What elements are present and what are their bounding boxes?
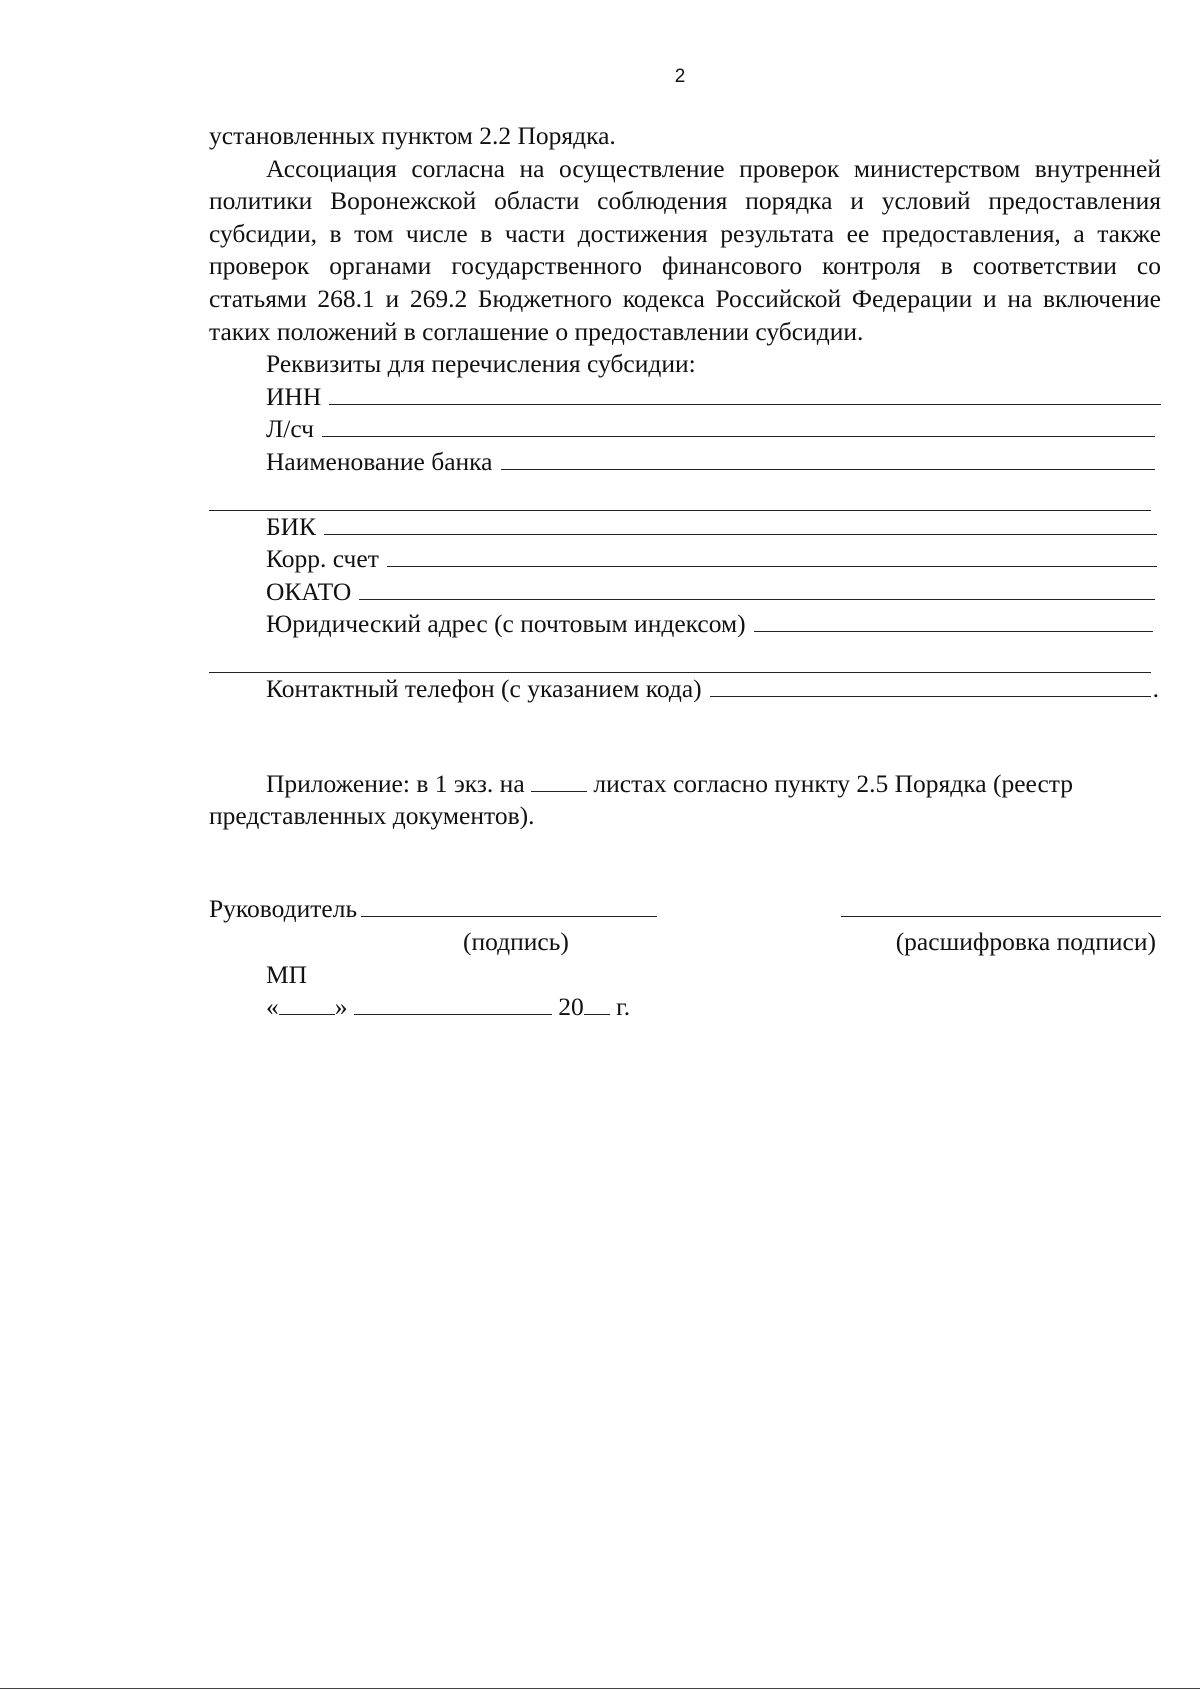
- field-account[interactable]: [209, 413, 1155, 446]
- signature-blank[interactable]: [361, 894, 657, 917]
- signature-row: [209, 893, 1161, 926]
- field-bank-name-label: Наименование банка: [266, 446, 493, 476]
- date-year-prefix: 20: [558, 992, 584, 1022]
- page-number: 2: [674, 66, 686, 87]
- field-corr-account[interactable]: [209, 543, 1157, 576]
- field-contact-phone-line[interactable]: [710, 695, 1151, 697]
- field-bik[interactable]: [209, 511, 1157, 544]
- signature-right: [841, 893, 1161, 926]
- field-okato-line[interactable]: [359, 598, 1155, 600]
- signature-decoding-blank[interactable]: [841, 894, 1161, 917]
- appendix-part2: листах согласно пункту 2.5 Порядка (реестр: [593, 768, 1073, 798]
- appendix-line: [209, 768, 1161, 801]
- signature-caption-row: [209, 926, 1161, 959]
- signature-decoding-caption: (расшифровка подписи): [895, 926, 1156, 956]
- field-corr-account-label: Корр. счет: [266, 544, 379, 574]
- appendix-sheets-blank[interactable]: [531, 769, 587, 792]
- date-year-blank[interactable]: [584, 992, 610, 1015]
- field-inn-label: ИНН: [266, 381, 322, 411]
- date-day-blank[interactable]: [279, 992, 335, 1015]
- field-okato-label: ОКАТО: [266, 576, 352, 606]
- signature-caption: (подпись): [463, 926, 569, 956]
- paragraph-continuation: установленных пунктом 2.2 Порядка.: [209, 121, 616, 150]
- field-contact-phone-end: .: [1152, 673, 1159, 703]
- document-body: [209, 120, 1161, 1024]
- date-row: [209, 991, 1161, 1024]
- head-label: Руководитель: [209, 893, 358, 923]
- field-account-label: Л/сч: [266, 414, 315, 444]
- field-okato[interactable]: [209, 576, 1155, 609]
- field-legal-address-continuation-line[interactable]: [209, 641, 1151, 673]
- date-year-suffix: г.: [616, 992, 631, 1022]
- field-inn[interactable]: [209, 381, 1161, 414]
- date-open-quote: «: [266, 992, 279, 1022]
- field-legal-address-line[interactable]: [754, 630, 1153, 632]
- appendix-line2: представленных документов).: [209, 801, 535, 831]
- field-inn-line[interactable]: [329, 403, 1161, 405]
- field-bank-name-continuation-line[interactable]: [209, 479, 1151, 511]
- field-legal-address[interactable]: [209, 608, 1153, 641]
- field-corr-account-line[interactable]: [387, 565, 1157, 567]
- field-account-line[interactable]: [322, 435, 1155, 437]
- field-bank-name[interactable]: [209, 446, 1155, 479]
- field-bank-name-line[interactable]: [501, 468, 1156, 470]
- field-legal-address-label: Юридический адрес (с почтовым индексом): [266, 609, 746, 639]
- date-month-blank[interactable]: [354, 992, 552, 1015]
- requisites-heading: Реквизиты для перечисления субсидии:: [266, 349, 696, 379]
- date-close-quote: »: [334, 992, 348, 1022]
- paragraph-association-consent: Ассоциация согласна на осуществление проверок министерством внутренней политики Воронежской области соблюдения порядка и условий предоставления субсидии, в том числе в части достижения результата ее предоставления, а также проверок органами государственного финансового контроля в соответствии со статьями 268.1 и 269.2 Бюджетного кодекса Российской Федерации и на включение таких положений в соглашение о предоставлении субсидии.: [209, 153, 1161, 346]
- field-contact-phone[interactable]: [209, 673, 1159, 706]
- stamp-label: МП: [266, 959, 308, 989]
- field-bik-line[interactable]: [324, 533, 1157, 535]
- appendix-part1: Приложение: в 1 экз. на: [266, 768, 525, 798]
- field-bik-label: БИК: [266, 511, 317, 541]
- field-contact-phone-label: Контактный телефон (с указанием кода): [266, 673, 702, 703]
- page-bottom-rule: [0, 1688, 1200, 1689]
- signature-left: [209, 893, 657, 926]
